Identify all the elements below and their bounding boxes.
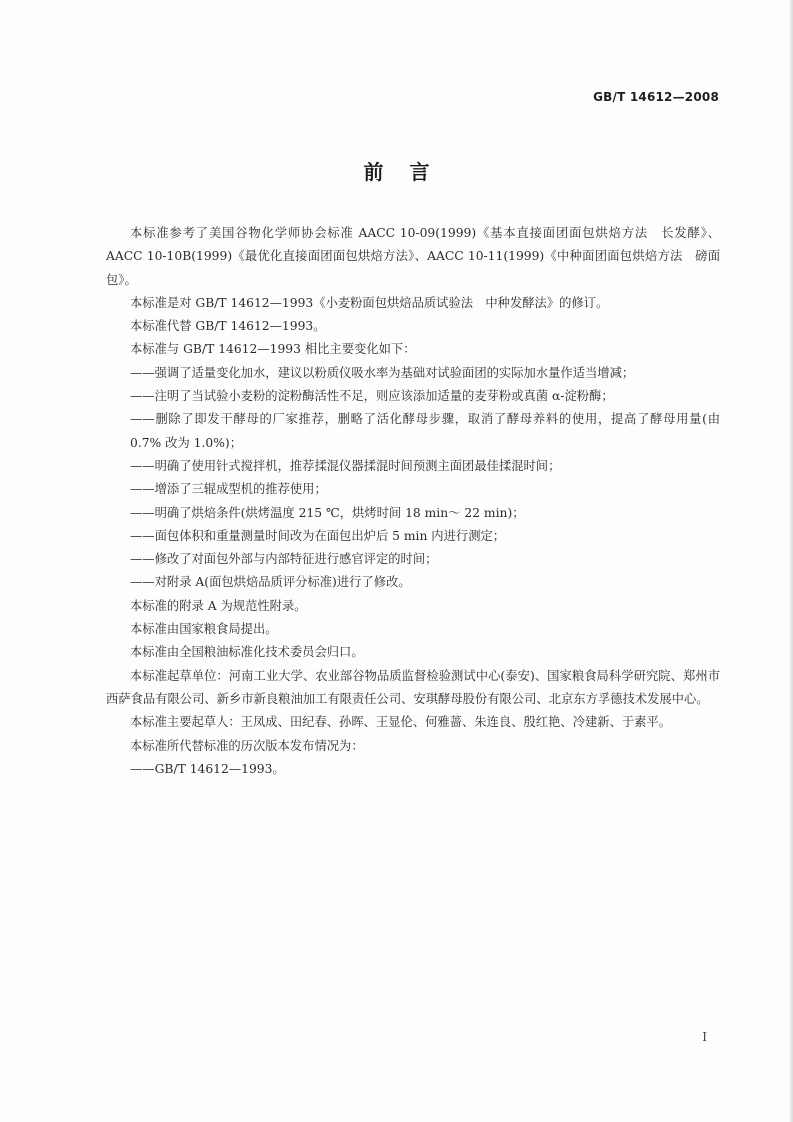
page-number: I xyxy=(702,1030,707,1044)
page-edge-shadow xyxy=(789,0,793,1122)
paragraph-centralized-by: 本标准由全国粮油标准化技术委员会归口。 xyxy=(130,645,364,660)
paragraph-appendix: 本标准的附录 A 为规范性附录。 xyxy=(130,598,307,613)
change-item: ——明确了烘焙条件(烘烤温度 215 ℃，烘烤时间 18 min～ 22 min)； xyxy=(130,505,525,520)
paragraph-history-intro: 本标准所代替标准的历次版本发布情况为： xyxy=(130,738,364,753)
change-item: ——对附录 A(面包烘焙品质评分标准)进行了修改。 xyxy=(130,575,411,590)
change-item: ——增添了三辊成型机的推荐使用； xyxy=(130,482,327,497)
paragraph-changes-intro: 本标准与 GB/T 14612—1993 相比主要变化如下： xyxy=(130,342,416,357)
paragraph-drafters: 本标准主要起草人：王凤成、田纪春、孙晖、王显伦、何雅蔷、朱连良、殷红艳、冷建新、于素平。 xyxy=(130,715,672,730)
change-item: ——面包体积和重量测量时间改为在面包出炉后 5 min 内进行测定； xyxy=(130,528,506,543)
paragraph-reference-standards: 本标准参考了美国谷物化学师协会标准 AACC 10-09(1999)《基本直接面团面包烘焙方法 长发酵》、AACC 10-10B(1999)《最优化直接面团面包烘焙方法》、AACC 10-11(1999)《中种面团面包烘焙方法 磅面包》。 xyxy=(106,226,720,287)
foreword-body xyxy=(106,222,720,781)
change-item: ——删除了即发干酵母的厂家推荐，删略了活化酵母步骤，取消了酵母养料的使用，提高了酵母用量(由 0.7% 改为 1.0%)； xyxy=(130,412,720,450)
paragraph-drafting-units: 本标准起草单位：河南工业大学、农业部谷物品质监督检验测试中心(泰安)、国家粮食局科学研究院、郑州市西萨食品有限公司、新乡市新良粮油加工有限责任公司、安琪酵母股份有限公司、北京东方孚德技术发展中心。 xyxy=(106,668,720,706)
paragraph-revision: 本标准是对 GB/T 14612—1993《小麦粉面包烘焙品质试验法 中种发酵法》的修订。 xyxy=(130,295,609,310)
change-item: ——修改了对面包外部与内部特征进行感官评定的时间； xyxy=(130,552,438,567)
standard-code: GB/T 14612—2008 xyxy=(593,90,719,104)
paragraph-replaces: 本标准代替 GB/T 14612—1993。 xyxy=(130,319,326,334)
page-title: 前言 xyxy=(363,160,456,184)
history-item: ——GB/T 14612—1993。 xyxy=(130,761,285,776)
change-item: ——明确了使用针式搅拌机，推荐揉混仪器揉混时间预测主面团最佳揉混时间； xyxy=(130,458,561,473)
paragraph-proposed-by: 本标准由国家粮食局提出。 xyxy=(130,622,278,637)
change-item: ——强调了适量变化加水，建议以粉质仪吸水率为基础对试验面团的实际加水量作适当增减； xyxy=(130,365,635,380)
change-item: ——注明了当试验小麦粉的淀粉酶活性不足，则应该添加适量的麦芽粉或真菌 α-淀粉酶； xyxy=(130,389,614,404)
